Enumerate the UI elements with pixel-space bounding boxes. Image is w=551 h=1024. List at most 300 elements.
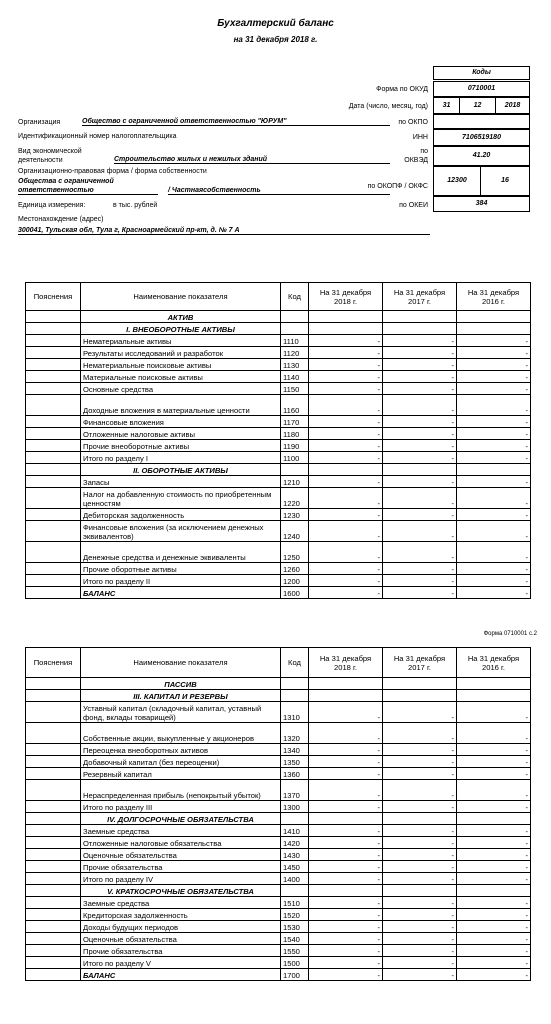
table-row	[26, 837, 531, 849]
date-month: 12	[459, 97, 496, 114]
row-value-2018: -	[309, 921, 383, 933]
address-value: 300041, Тульская обл, Тула г, Красноармейский пр-кт, д. № 7 А	[18, 227, 430, 235]
notes-cell	[26, 897, 81, 909]
notes-cell	[26, 587, 81, 599]
row-value-2017: -	[383, 849, 457, 861]
table-row	[26, 488, 531, 509]
row-value-2017: -	[383, 428, 457, 440]
table-row	[26, 945, 531, 957]
row-name: Денежные средства и денежные эквиваленты	[81, 542, 281, 563]
notes-cell	[26, 395, 81, 416]
row-value-2016: -	[457, 744, 531, 756]
notes-cell	[26, 678, 81, 690]
notes-cell	[26, 416, 81, 428]
row-value-2016: -	[457, 837, 531, 849]
row-value-2016	[457, 678, 531, 690]
row-code: 1130	[281, 359, 309, 371]
row-value-2016: -	[457, 371, 531, 383]
row-value-2018: -	[309, 509, 383, 521]
table-row	[26, 690, 531, 702]
row-code: 1180	[281, 428, 309, 440]
row-value-2017: -	[383, 371, 457, 383]
row-name: АКТИВ	[81, 311, 281, 323]
row-value-2016: -	[457, 428, 531, 440]
row-name: Резервный капитал	[81, 768, 281, 780]
row-code	[281, 690, 309, 702]
row-value-2016: -	[457, 969, 531, 981]
table-row	[26, 509, 531, 521]
table-row	[26, 347, 531, 359]
table-row	[26, 885, 531, 897]
row-name: Переоценка внеоборотных активов	[81, 744, 281, 756]
row-value-2016	[457, 311, 531, 323]
row-code: 1520	[281, 909, 309, 921]
row-value-2018: -	[309, 383, 383, 395]
row-value-2017	[383, 464, 457, 476]
row-value-2017: -	[383, 825, 457, 837]
row-value-2016: -	[457, 359, 531, 371]
row-name: Материальные поисковые активы	[81, 371, 281, 383]
liabilities-header-row	[26, 648, 531, 678]
row-value-2016: -	[457, 575, 531, 587]
row-value-2016: -	[457, 825, 531, 837]
row-value-2018: -	[309, 873, 383, 885]
row-value-2016: -	[457, 702, 531, 723]
notes-cell	[26, 476, 81, 488]
row-value-2017: -	[383, 933, 457, 945]
row-value-2018	[309, 323, 383, 335]
row-name: Дебиторская задолженность	[81, 509, 281, 521]
activity-label-1: Вид экономической	[18, 148, 82, 155]
okud-label: Форма по ОКУД	[376, 86, 428, 93]
row-value-2016	[457, 323, 531, 335]
row-value-2017: -	[383, 476, 457, 488]
row-value-2016: -	[457, 861, 531, 873]
table-row	[26, 897, 531, 909]
row-code: 1210	[281, 476, 309, 488]
row-value-2018: -	[309, 440, 383, 452]
row-value-2018: -	[309, 861, 383, 873]
row-name: Результаты исследований и разработок	[81, 347, 281, 359]
row-code: 1200	[281, 575, 309, 587]
row-value-2017: -	[383, 452, 457, 464]
row-name: V. КРАТКОСРОЧНЫЕ ОБЯЗАТЕЛЬСТВА	[81, 885, 281, 897]
row-value-2016: -	[457, 897, 531, 909]
table-row	[26, 416, 531, 428]
row-value-2016: -	[457, 347, 531, 359]
row-value-2016	[457, 690, 531, 702]
row-value-2017: -	[383, 957, 457, 969]
row-value-2018: -	[309, 780, 383, 801]
row-code: 1230	[281, 509, 309, 521]
row-value-2017	[383, 813, 457, 825]
row-value-2017: -	[383, 347, 457, 359]
row-value-2018: -	[309, 335, 383, 347]
table-row	[26, 849, 531, 861]
notes-cell	[26, 563, 81, 575]
row-value-2016: -	[457, 563, 531, 575]
row-value-2017: -	[383, 723, 457, 744]
table-row	[26, 813, 531, 825]
okopf-label: по ОКОПФ / ОКФС	[367, 183, 428, 190]
notes-cell	[26, 690, 81, 702]
row-value-2016: -	[457, 488, 531, 509]
row-value-2017	[383, 690, 457, 702]
row-value-2017: -	[383, 873, 457, 885]
row-value-2018: -	[309, 702, 383, 723]
form-value-1: Общества с ограниченной	[18, 178, 114, 185]
row-code: 1350	[281, 756, 309, 768]
notes-cell	[26, 335, 81, 347]
row-value-2018	[309, 813, 383, 825]
notes-cell	[26, 921, 81, 933]
row-name: Добавочный капитал (без переоценки)	[81, 756, 281, 768]
row-value-2018: -	[309, 428, 383, 440]
date-year: 2018	[495, 97, 530, 114]
row-value-2016: -	[457, 723, 531, 744]
notes-cell	[26, 768, 81, 780]
row-value-2016: -	[457, 335, 531, 347]
row-name: Заемные средства	[81, 825, 281, 837]
row-value-2017: -	[383, 768, 457, 780]
table-row	[26, 909, 531, 921]
row-value-2016: -	[457, 395, 531, 416]
row-value-2017	[383, 885, 457, 897]
okved-code: 41.20	[433, 146, 530, 166]
notes-cell	[26, 885, 81, 897]
row-name: Прочие внеоборотные активы	[81, 440, 281, 452]
notes-cell	[26, 756, 81, 768]
row-value-2016: -	[457, 509, 531, 521]
form-value-2: ответственностью	[18, 187, 158, 195]
unit-label: Единица измерения:	[18, 202, 86, 209]
row-value-2016: -	[457, 921, 531, 933]
header-col-2018: На 31 декабря 2018 г.	[309, 283, 383, 311]
notes-cell	[26, 825, 81, 837]
inn-code-label: ИНН	[412, 134, 428, 141]
notes-cell	[26, 801, 81, 813]
table-row	[26, 702, 531, 723]
row-code: 1240	[281, 521, 309, 542]
row-name: III. КАПИТАЛ И РЕЗЕРВЫ	[81, 690, 281, 702]
okved-label-1: по	[420, 148, 428, 155]
row-value-2017: -	[383, 756, 457, 768]
row-value-2018: -	[309, 476, 383, 488]
form-value-3: / Частнаясобственность	[168, 187, 390, 195]
header-col-2017: На 31 декабря 2017 г.	[383, 283, 457, 311]
table-row	[26, 723, 531, 744]
table-row	[26, 678, 531, 690]
row-value-2017: -	[383, 744, 457, 756]
row-name: Прочие оборотные активы	[81, 563, 281, 575]
row-value-2017: -	[383, 969, 457, 981]
okud-code: 0710001	[433, 81, 530, 97]
table-row	[26, 969, 531, 981]
table-row	[26, 464, 531, 476]
row-value-2018	[309, 464, 383, 476]
row-code: 1510	[281, 897, 309, 909]
row-value-2018: -	[309, 563, 383, 575]
notes-cell	[26, 702, 81, 723]
row-value-2016: -	[457, 873, 531, 885]
notes-cell	[26, 452, 81, 464]
notes-cell	[26, 909, 81, 921]
row-value-2018: -	[309, 945, 383, 957]
row-code: 1360	[281, 768, 309, 780]
row-value-2016: -	[457, 383, 531, 395]
row-code: 1400	[281, 873, 309, 885]
header-name: Наименование показателя	[81, 648, 281, 678]
row-code: 1340	[281, 744, 309, 756]
notes-cell	[26, 440, 81, 452]
row-code: 1410	[281, 825, 309, 837]
table-row	[26, 452, 531, 464]
row-value-2018: -	[309, 768, 383, 780]
row-value-2016: -	[457, 587, 531, 599]
row-code: 1420	[281, 837, 309, 849]
table-row	[26, 476, 531, 488]
unit-value: в тыс. рублей	[113, 202, 158, 209]
header-name: Наименование показателя	[81, 283, 281, 311]
row-name: Итого по разделу II	[81, 575, 281, 587]
row-value-2016: -	[457, 768, 531, 780]
row-code: 1140	[281, 371, 309, 383]
row-value-2018: -	[309, 542, 383, 563]
row-code	[281, 464, 309, 476]
okpo-label: по ОКПО	[398, 119, 428, 126]
row-name: Отложенные налоговые активы	[81, 428, 281, 440]
row-value-2017: -	[383, 521, 457, 542]
assets-table	[25, 282, 531, 599]
row-code	[281, 323, 309, 335]
row-value-2018: -	[309, 756, 383, 768]
row-code: 1320	[281, 723, 309, 744]
row-value-2018: -	[309, 521, 383, 542]
notes-cell	[26, 488, 81, 509]
okei-label: по ОКЕИ	[399, 202, 428, 209]
row-name: Запасы	[81, 476, 281, 488]
row-value-2017	[383, 678, 457, 690]
row-name: I. ВНЕОБОРОТНЫЕ АКТИВЫ	[81, 323, 281, 335]
row-code: 1700	[281, 969, 309, 981]
row-value-2017: -	[383, 395, 457, 416]
row-value-2018: -	[309, 744, 383, 756]
row-name: Оценочные обязательства	[81, 849, 281, 861]
address-label: Местонахождение (адрес)	[18, 216, 104, 223]
row-value-2017: -	[383, 861, 457, 873]
row-value-2018: -	[309, 909, 383, 921]
row-value-2018: -	[309, 371, 383, 383]
row-code: 1500	[281, 957, 309, 969]
notes-cell	[26, 542, 81, 563]
header-col-2018: На 31 декабря 2018 г.	[309, 648, 383, 678]
table-row	[26, 756, 531, 768]
row-code: 1250	[281, 542, 309, 563]
row-value-2018	[309, 690, 383, 702]
row-value-2018	[309, 311, 383, 323]
table-row	[26, 542, 531, 563]
row-name: БАЛАНС	[81, 587, 281, 599]
notes-cell	[26, 873, 81, 885]
okpo-code	[433, 114, 530, 129]
activity-label-2: деятельности	[18, 157, 63, 164]
row-value-2018: -	[309, 933, 383, 945]
row-value-2017: -	[383, 945, 457, 957]
row-value-2017: -	[383, 575, 457, 587]
row-code: 1300	[281, 801, 309, 813]
row-name: Налог на добавленную стоимость по приобретенным ценностям	[81, 488, 281, 509]
notes-cell	[26, 969, 81, 981]
notes-cell	[26, 428, 81, 440]
row-code: 1260	[281, 563, 309, 575]
row-value-2017: -	[383, 509, 457, 521]
row-value-2018: -	[309, 347, 383, 359]
row-value-2016: -	[457, 440, 531, 452]
table-row	[26, 587, 531, 599]
row-name: БАЛАНС	[81, 969, 281, 981]
notes-cell	[26, 347, 81, 359]
row-value-2018	[309, 678, 383, 690]
okopf-code: 12300	[433, 166, 481, 196]
row-code: 1100	[281, 452, 309, 464]
row-name: Прочие обязательства	[81, 861, 281, 873]
row-value-2017: -	[383, 837, 457, 849]
row-value-2018: -	[309, 957, 383, 969]
row-value-2017: -	[383, 897, 457, 909]
table-row	[26, 861, 531, 873]
row-code: 1110	[281, 335, 309, 347]
row-name: Отложенные налоговые обязательства	[81, 837, 281, 849]
row-code: 1550	[281, 945, 309, 957]
table-row	[26, 359, 531, 371]
notes-cell	[26, 744, 81, 756]
row-code	[281, 311, 309, 323]
table-row	[26, 921, 531, 933]
row-name: Оценочные обязательства	[81, 933, 281, 945]
row-name: Заемные средства	[81, 897, 281, 909]
row-value-2016: -	[457, 452, 531, 464]
row-name: Итого по разделу IV	[81, 873, 281, 885]
row-name: Основные средства	[81, 383, 281, 395]
table-row	[26, 323, 531, 335]
row-code: 1160	[281, 395, 309, 416]
notes-cell	[26, 509, 81, 521]
report-title: Бухгалтерский баланс	[217, 18, 334, 29]
okei-code: 384	[433, 196, 530, 212]
row-value-2018: -	[309, 416, 383, 428]
row-value-2016	[457, 813, 531, 825]
table-row	[26, 744, 531, 756]
row-value-2018: -	[309, 849, 383, 861]
row-value-2017: -	[383, 440, 457, 452]
notes-cell	[26, 945, 81, 957]
form-page-note: Форма 0710001 с.2	[483, 631, 537, 637]
row-value-2017: -	[383, 359, 457, 371]
row-name: Итого по разделу V	[81, 957, 281, 969]
row-value-2017: -	[383, 921, 457, 933]
header-col-2017: На 31 декабря 2017 г.	[383, 648, 457, 678]
row-value-2016: -	[457, 780, 531, 801]
notes-cell	[26, 464, 81, 476]
notes-cell	[26, 780, 81, 801]
notes-cell	[26, 849, 81, 861]
row-value-2016: -	[457, 933, 531, 945]
row-value-2017: -	[383, 587, 457, 599]
notes-cell	[26, 359, 81, 371]
row-value-2018: -	[309, 825, 383, 837]
row-value-2017	[383, 323, 457, 335]
report-date: на 31 декабря 2018 г.	[233, 35, 318, 44]
row-name: Собственные акции, выкупленные у акционеров	[81, 723, 281, 744]
header-code: Код	[281, 648, 309, 678]
activity-value: Строительство жилых и нежилых зданий	[114, 156, 390, 164]
table-row	[26, 311, 531, 323]
row-value-2018: -	[309, 575, 383, 587]
row-value-2016: -	[457, 957, 531, 969]
okved-label-2: ОКВЭД	[404, 157, 428, 164]
row-name: Финансовые вложения	[81, 416, 281, 428]
row-name: Финансовые вложения (за исключением денежных эквивалентов)	[81, 521, 281, 542]
notes-cell	[26, 521, 81, 542]
table-row	[26, 575, 531, 587]
row-name: Итого по разделу III	[81, 801, 281, 813]
row-value-2017: -	[383, 780, 457, 801]
row-code: 1120	[281, 347, 309, 359]
row-name: Нераспределенная прибыль (непокрытый убыток)	[81, 780, 281, 801]
row-value-2017: -	[383, 702, 457, 723]
row-value-2017: -	[383, 383, 457, 395]
row-value-2018: -	[309, 897, 383, 909]
notes-cell	[26, 723, 81, 744]
table-row	[26, 933, 531, 945]
row-value-2018: -	[309, 452, 383, 464]
row-value-2016: -	[457, 945, 531, 957]
row-value-2018	[309, 885, 383, 897]
table-row	[26, 768, 531, 780]
notes-cell	[26, 311, 81, 323]
row-code: 1530	[281, 921, 309, 933]
table-row	[26, 395, 531, 416]
table-row	[26, 873, 531, 885]
header-col-2016: На 31 декабря 2016 г.	[457, 283, 531, 311]
header-code: Код	[281, 283, 309, 311]
date-day: 31	[433, 97, 460, 114]
row-value-2016	[457, 885, 531, 897]
row-code: 1370	[281, 780, 309, 801]
notes-cell	[26, 371, 81, 383]
row-value-2017: -	[383, 416, 457, 428]
table-row	[26, 383, 531, 395]
row-value-2018: -	[309, 837, 383, 849]
row-code	[281, 678, 309, 690]
row-name: Кредиторская задолженность	[81, 909, 281, 921]
notes-cell	[26, 575, 81, 587]
row-code	[281, 885, 309, 897]
row-name: II. ОБОРОТНЫЕ АКТИВЫ	[81, 464, 281, 476]
row-value-2016: -	[457, 849, 531, 861]
row-value-2018: -	[309, 969, 383, 981]
row-value-2016	[457, 464, 531, 476]
row-value-2017: -	[383, 563, 457, 575]
okfs-code: 16	[480, 166, 530, 196]
row-value-2016: -	[457, 801, 531, 813]
row-code: 1600	[281, 587, 309, 599]
org-label: Организация	[18, 119, 61, 126]
table-row	[26, 563, 531, 575]
row-code: 1450	[281, 861, 309, 873]
header-notes: Пояснения	[26, 283, 81, 311]
table-row	[26, 371, 531, 383]
